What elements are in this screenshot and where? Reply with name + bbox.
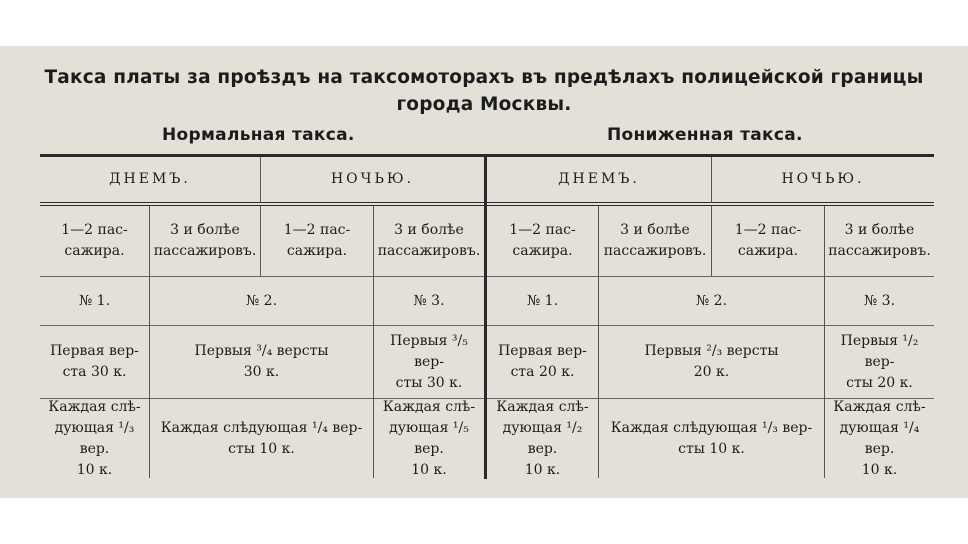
passengers-3-plus: 3 и болѣе пассажировъ.	[153, 222, 257, 259]
first-distance-price: Первыя ³/₄ версты 30 к.	[194, 343, 329, 380]
each-next-price: Каждая слѣ- дующая ¹/₃ вер. 10 к.	[48, 399, 141, 478]
passengers-1-2: 1—2 пас- сажира.	[61, 222, 128, 259]
each-next-price: Каждая слѣдующая ¹/₄ вер- сты 10 к.	[160, 420, 363, 457]
rate-number: № 3.	[863, 292, 896, 309]
first-distance-price: Первыя ²/₃ версты 20 к.	[644, 343, 779, 380]
passengers-3-plus: 3 и болѣе пассажировъ.	[603, 222, 707, 259]
title-line-1: Такса платы за проѣздъ на таксомоторахъ въ предѣлахъ полицейской границы	[44, 67, 924, 88]
each-next-price: Каждая слѣдующая ¹/₃ вер- сты 10 к.	[610, 420, 813, 457]
first-distance-price: Первыя ³/₅ вер- сты 30 к.	[390, 332, 468, 391]
header-reduced-day: ДНЕМЪ.	[558, 171, 640, 187]
rate-number: № 1.	[526, 292, 559, 309]
tariff-reduced-heading: Пониженная такса.	[607, 125, 803, 145]
header-normal-night: НОЧЬЮ.	[330, 171, 415, 187]
passengers-3-plus: 3 и болѣе пассажировъ.	[377, 222, 481, 259]
passengers-3-plus: 3 и болѣе пассажировъ.	[828, 222, 931, 259]
header-normal-day: ДНЕМЪ.	[109, 171, 191, 187]
document-title	[0, 64, 968, 118]
header-reduced-night: НОЧЬЮ.	[781, 171, 865, 187]
each-next-price: Каждая слѣ- дующая ¹/₄ вер. 10 к.	[833, 399, 926, 478]
each-next-price: Каждая слѣ- дующая ¹/₂ вер. 10 к.	[496, 399, 589, 478]
first-distance-price: Первая вер- ста 30 к.	[50, 343, 139, 380]
passengers-1-2: 1—2 пас- сажира.	[734, 222, 802, 259]
rate-number: № 1.	[78, 292, 111, 309]
tariff-normal-heading: Нормальная такса.	[162, 125, 355, 145]
title-line-2: города Москвы.	[396, 94, 572, 115]
rate-number: № 2.	[695, 292, 728, 309]
rate-number: № 2.	[245, 292, 278, 309]
first-distance-price: Первая вер- ста 20 к.	[498, 343, 587, 380]
passengers-1-2: 1—2 пас- сажира.	[509, 222, 576, 259]
each-next-price: Каждая слѣ- дующая ¹/₅ вер. 10 к.	[382, 399, 476, 478]
first-distance-price: Первыя ¹/₂ вер- сты 20 к.	[840, 332, 919, 391]
rate-number: № 3.	[413, 292, 445, 309]
passengers-1-2: 1—2 пас- сажира.	[283, 222, 351, 259]
time-row-rule-a	[40, 202, 934, 203]
